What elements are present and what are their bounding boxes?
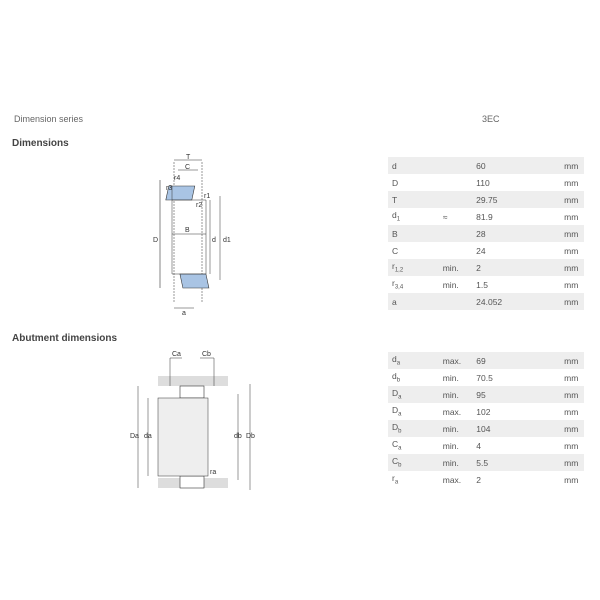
unit-cell: mm [564, 386, 584, 403]
abutment-title: Abutment dimensions [12, 333, 118, 344]
dimension-series-value: 3EC [482, 114, 500, 124]
label-r1: r1 [204, 193, 211, 200]
table-row [388, 225, 584, 242]
label-T: T [186, 154, 191, 161]
qualifier-cell: max. [442, 406, 462, 417]
table-row [388, 242, 584, 259]
symbol-cell: $r_{1,2}$ [388, 259, 443, 276]
value-cell: 4 [476, 440, 482, 451]
symbol-cell: $D_b$ [388, 420, 443, 437]
value-cell: 110 [476, 177, 490, 188]
qualifier-cell [443, 157, 476, 174]
table-row [388, 471, 584, 488]
label-da: da [144, 433, 152, 440]
value-cell: 24.052 [476, 293, 564, 310]
qualifier-cell: max. [443, 352, 477, 369]
value-cell: 29.75 [476, 191, 564, 208]
unit-cell: mm [564, 279, 579, 290]
label-r4: r4 [174, 175, 181, 182]
symbol-cell: a [388, 293, 443, 310]
label-D: D [153, 237, 159, 244]
symbol-cell: $D_a$ [388, 386, 443, 403]
label-d1: d1 [223, 237, 231, 244]
qualifier-cell: min. [442, 440, 459, 451]
unit-cell: mm [564, 177, 579, 188]
value-cell: 2 [476, 474, 482, 485]
abutment-roller-bottom [180, 476, 204, 488]
table-row [388, 208, 584, 225]
label-Cb: Cb [202, 351, 211, 358]
table-row [388, 437, 584, 454]
label-db: db [234, 433, 242, 440]
value-cell: 5.5 [476, 454, 564, 471]
unit-cell: mm [564, 372, 579, 383]
label-Db: Db [246, 433, 255, 440]
label-r3: r3 [166, 185, 173, 192]
unit-cell: mm [564, 352, 584, 369]
label-d: d [212, 237, 216, 244]
symbol-cell: $d_1$ [392, 210, 401, 223]
table-row [388, 293, 584, 310]
bearing-dimensions-drawing [150, 152, 250, 320]
unit-cell: mm [564, 474, 579, 485]
unit-cell: mm [564, 420, 584, 437]
unit-cell: mm [564, 191, 584, 208]
dimensions-table [388, 157, 584, 310]
unit-cell: mm [564, 157, 584, 174]
table-row [388, 352, 584, 369]
value-cell: 102 [476, 406, 491, 417]
label-r2: r2 [196, 202, 203, 209]
symbol-cell: D [392, 177, 399, 188]
label-Ca: Ca [172, 351, 181, 358]
value-cell: 69 [476, 352, 564, 369]
value-cell: 70.5 [476, 372, 493, 383]
label-Da: Da [130, 433, 139, 440]
table-row [388, 454, 584, 471]
unit-cell: mm [564, 245, 579, 256]
table-row [388, 276, 584, 293]
abutment-roller-top [180, 386, 204, 398]
symbol-cell: C [392, 245, 399, 256]
symbol-cell: $r_a$ [392, 473, 399, 486]
abutment-table [388, 352, 584, 488]
symbol-cell: $r_{3,4}$ [392, 278, 404, 291]
label-ra: ra [210, 469, 217, 476]
unit-cell: mm [564, 293, 584, 310]
label-C: C [185, 164, 191, 171]
symbol-cell: $d_b$ [392, 371, 401, 384]
value-cell: 60 [476, 157, 564, 174]
qualifier-cell: ≈ [442, 211, 448, 222]
table-row [388, 157, 584, 174]
value-cell: 1.5 [476, 279, 488, 290]
table-row [388, 191, 584, 208]
qualifier-cell: min. [442, 279, 459, 290]
symbol-cell: $d_a$ [388, 352, 443, 369]
dimension-series-label: Dimension series [14, 114, 84, 124]
unit-cell: mm [564, 454, 584, 471]
value-cell: 24 [476, 245, 486, 256]
value-cell: 104 [476, 420, 564, 437]
label-a: a [182, 310, 186, 317]
table-row [388, 403, 584, 420]
qualifier-cell: min. [443, 259, 476, 276]
table-row [388, 174, 584, 191]
table-row [388, 386, 584, 403]
qualifier-cell: min. [443, 454, 477, 471]
unit-cell: mm [564, 211, 579, 222]
unit-cell: mm [564, 406, 579, 417]
qualifier-cell [443, 242, 476, 259]
value-cell: 95 [476, 386, 564, 403]
qualifier-cell: min. [442, 372, 459, 383]
qualifier-cell [443, 191, 476, 208]
qualifier-cell: max. [442, 474, 462, 485]
value-cell: 28 [476, 225, 564, 242]
table-row [388, 369, 584, 386]
label-B: B [185, 227, 190, 234]
symbol-cell: T [388, 191, 443, 208]
qualifier-cell [443, 293, 476, 310]
table-row [388, 420, 584, 437]
qualifier-cell: min. [443, 386, 477, 403]
symbol-cell: $C_a$ [392, 439, 402, 452]
qualifier-cell [443, 174, 476, 191]
value-cell: 2 [476, 259, 564, 276]
value-cell: 81.9 [476, 211, 493, 222]
dimensions-title: Dimensions [12, 138, 69, 149]
symbol-cell: d [388, 157, 443, 174]
symbol-cell: $C_b$ [388, 454, 443, 471]
roller-bottom [180, 274, 209, 288]
symbol-cell: $D_a$ [392, 405, 402, 418]
qualifier-cell [443, 225, 476, 242]
unit-cell: mm [564, 225, 584, 242]
symbol-cell: B [388, 225, 443, 242]
unit-cell: mm [564, 259, 584, 276]
table-row [388, 259, 584, 276]
qualifier-cell: min. [443, 420, 477, 437]
abutment-drawing [128, 346, 268, 502]
unit-cell: mm [564, 440, 579, 451]
